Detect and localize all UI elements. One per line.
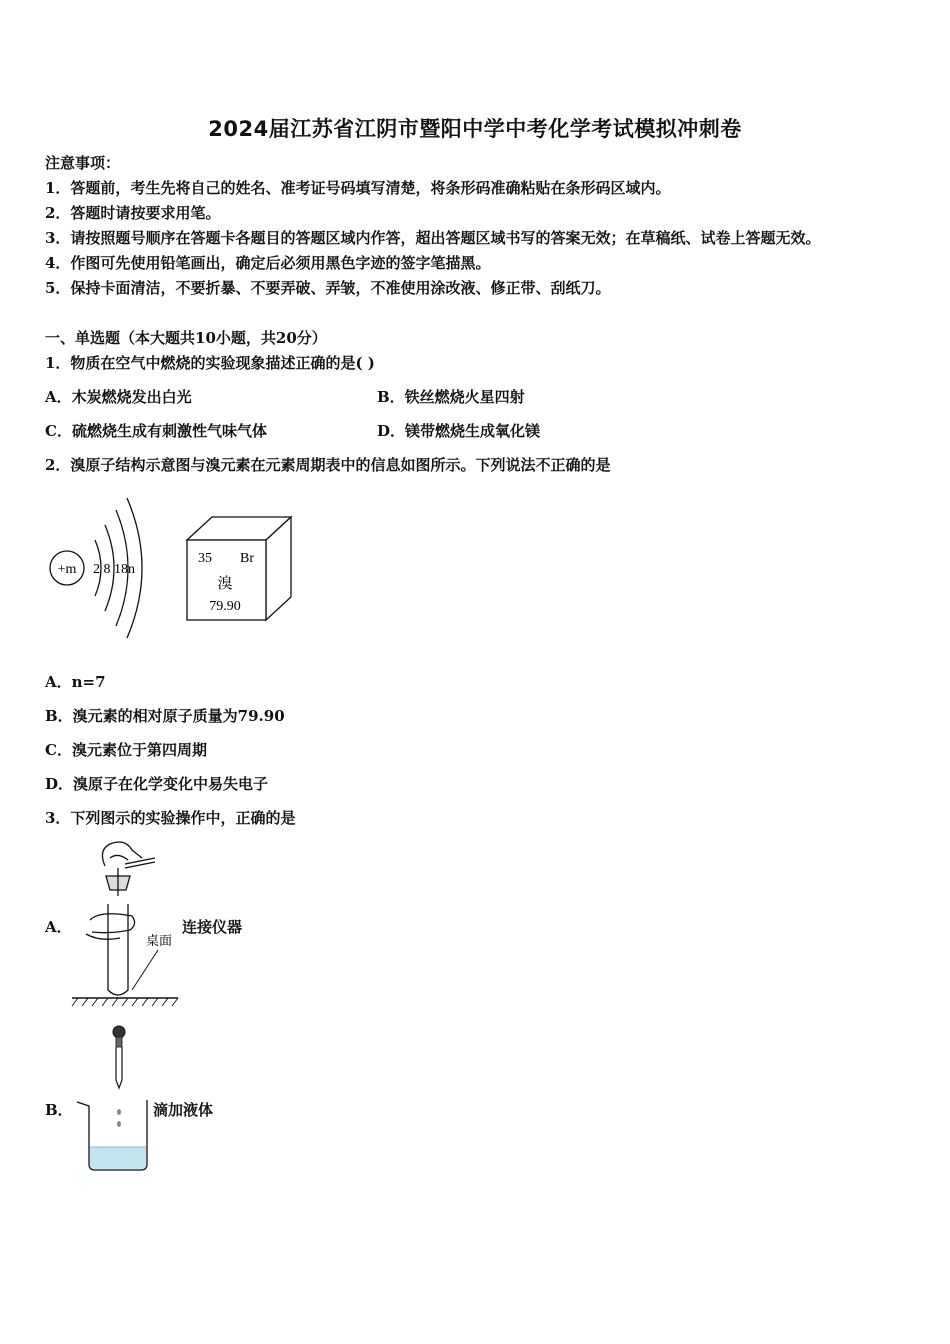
- question-1-stem: 1．物质在空气中燃烧的实验现象描述正确的是( ): [45, 354, 375, 372]
- nucleus-label: +m: [57, 562, 77, 577]
- question-3-option-a-text: 连接仪器: [182, 918, 243, 936]
- element-number: 35: [198, 551, 212, 566]
- element-name: 溴: [217, 576, 233, 592]
- notice-item-1: 1．答题前，考生先将自己的姓名、准考证号码填写清楚，将条形码准确粘贴在条形码区域内。: [45, 179, 671, 197]
- section-heading: 一、单选题（本大题共10小题，共20分）: [45, 329, 327, 347]
- question-2-option-b: B．溴元素的相对原子质量为79.90: [45, 707, 285, 725]
- element-mass: 79.90: [209, 599, 241, 614]
- dropper-tube: [116, 1047, 122, 1088]
- shell-electrons-label: 2 8 18n: [93, 562, 135, 577]
- notice-item-5: 5．保持卡面清洁，不要折暴、不要弄破、弄皱，不准使用涂改液、修正带、刮纸刀。: [45, 279, 611, 297]
- question-1-option-a: A．木炭燃烧发出白光: [45, 388, 192, 406]
- element-symbol: Br: [240, 551, 254, 566]
- element-cell-bromine: [185, 515, 295, 625]
- question-1-option-b: B．铁丝燃烧火星四射: [377, 388, 525, 406]
- question-3-stem: 3．下列图示的实验操作中，正确的是: [45, 809, 296, 827]
- dropper-beaker-figure: [75, 1022, 155, 1174]
- beaker-liquid: [90, 1147, 146, 1169]
- notice-item-4: 4．作图可先使用铅笔画出，确定后必须用黑色字迹的签字笔描黑。: [45, 254, 491, 272]
- question-2-stem: 2．溴原子结构示意图与溴元素在元素周期表中的信息如图所示。下列说法不正确的是: [45, 456, 611, 474]
- dropper-bulb: [113, 1026, 125, 1038]
- question-2-option-d: D．溴原子在化学变化中易失电子: [45, 775, 269, 793]
- question-2-option-a: A．n=7: [45, 673, 106, 691]
- question-2-option-c: C．溴元素位于第四周期: [45, 741, 207, 759]
- notice-item-2: 2．答题时请按要求用笔。: [45, 204, 221, 222]
- page-title: 2024届江苏省江阴市暨阳中学中考化学考试模拟冲刺卷: [208, 117, 742, 141]
- bromine-atom-diagram: [45, 490, 165, 640]
- question-1-option-c: C．硫燃烧生成有刺激性气味气体: [45, 422, 267, 440]
- figure-table-label: 桌面: [146, 933, 173, 948]
- connect-apparatus-figure: [70, 838, 180, 1010]
- question-3-option-b-letter: B．: [45, 1101, 73, 1119]
- question-3-option-b-text: 滴加液体: [153, 1101, 214, 1119]
- question-1-option-d: D．镁带燃烧生成氧化镁: [377, 422, 541, 440]
- question-3-option-a-letter: A．: [45, 918, 72, 936]
- notice-heading: 注意事项：: [45, 154, 121, 172]
- notice-item-3: 3．请按照题号顺序在答题卡各题目的答题区域内作答，超出答题区域书写的答案无效；在草稿纸、试卷上答题无效。: [45, 229, 821, 247]
